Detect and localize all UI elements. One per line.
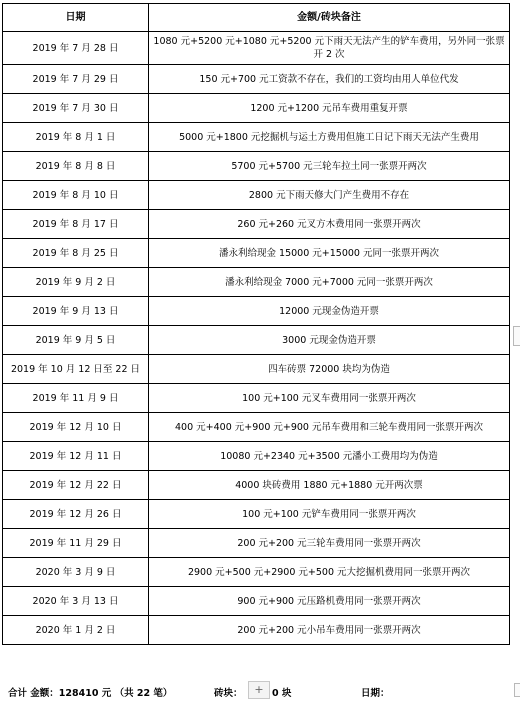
row-note: 150 元+700 元工资款不存在，我们的工资均由用人单位代发 bbox=[149, 65, 510, 94]
table-row bbox=[3, 500, 510, 529]
row-note: 100 元+100 元叉车费用同一张票开两次 bbox=[149, 384, 510, 413]
date-label: 日期： bbox=[361, 688, 390, 699]
row-note: 1200 元+1200 元吊车费用重复开票 bbox=[149, 94, 510, 123]
row-date: 2020 年 3 月 13 日 bbox=[3, 587, 149, 616]
row-date: 2019 年 12 月 10 日 bbox=[3, 413, 149, 442]
table-row bbox=[3, 558, 510, 587]
row-note: 潘永利给现金 7000 元+7000 元同一张票开两次 bbox=[149, 268, 510, 297]
row-note: 5700 元+5700 元三轮车拉土同一张票开两次 bbox=[149, 152, 510, 181]
table-row bbox=[3, 587, 510, 616]
table-row bbox=[3, 442, 510, 471]
total-summary: 合计 金额：128410 元 （共 22 笔） bbox=[8, 688, 173, 699]
row-date: 2019 年 7 月 29 日 bbox=[3, 65, 149, 94]
row-date: 2019 年 7 月 30 日 bbox=[3, 94, 149, 123]
row-note: 5000 元+1800 元挖掘机与运土方费用但施工日记下雨天无法产生费用 bbox=[149, 123, 510, 152]
table-row bbox=[3, 355, 510, 384]
row-note: 260 元+260 元叉方木费用同一张票开两次 bbox=[149, 210, 510, 239]
row-date: 2019 年 9 月 13 日 bbox=[3, 297, 149, 326]
row-note: 100 元+100 元铲车费用同一张票开两次 bbox=[149, 500, 510, 529]
row-date: 2019 年 12 月 11 日 bbox=[3, 442, 149, 471]
table-row bbox=[3, 413, 510, 442]
table-row bbox=[3, 268, 510, 297]
row-note: 四车砖票 72000 块均为伪造 bbox=[149, 355, 510, 384]
resize-handle[interactable] bbox=[513, 326, 520, 346]
row-note: 12000 元现金伪造开票 bbox=[149, 297, 510, 326]
row-date: 2019 年 9 月 5 日 bbox=[3, 326, 149, 355]
table-row bbox=[3, 32, 510, 65]
row-date: 2019 年 8 月 25 日 bbox=[3, 239, 149, 268]
row-date: 2019 年 8 月 1 日 bbox=[3, 123, 149, 152]
table-row bbox=[3, 123, 510, 152]
table-row bbox=[3, 65, 510, 94]
table-row bbox=[3, 326, 510, 355]
row-date: 2020 年 1 月 2 日 bbox=[3, 616, 149, 645]
table-row bbox=[3, 181, 510, 210]
table-row bbox=[3, 384, 510, 413]
row-note: 潘永利给现金 15000 元+15000 元同一张票开两次 bbox=[149, 239, 510, 268]
discrepancy-table bbox=[2, 3, 510, 645]
row-note: 1080 元+5200 元+1080 元+5200 元下雨天无法产生的铲车费用，另外同一张票开 2 次 bbox=[149, 32, 510, 65]
table-header-row bbox=[3, 4, 510, 32]
row-date: 2019 年 8 月 8 日 bbox=[3, 152, 149, 181]
row-date: 2019 年 12 月 26 日 bbox=[3, 500, 149, 529]
row-note: 900 元+900 元压路机费用同一张票开两次 bbox=[149, 587, 510, 616]
row-note: 4000 块砖费用 1880 元+1880 元开两次票 bbox=[149, 471, 510, 500]
table-row bbox=[3, 471, 510, 500]
table-row bbox=[3, 529, 510, 558]
row-date: 2019 年 11 月 29 日 bbox=[3, 529, 149, 558]
row-date: 2020 年 3 月 9 日 bbox=[3, 558, 149, 587]
row-date: 2019 年 7 月 28 日 bbox=[3, 32, 149, 65]
table-row bbox=[3, 152, 510, 181]
row-note: 200 元+200 元小吊车费用同一张票开两次 bbox=[149, 616, 510, 645]
table-row bbox=[3, 239, 510, 268]
header-date: 日期 bbox=[3, 4, 149, 32]
row-date: 2019 年 11 月 9 日 bbox=[3, 384, 149, 413]
row-note: 2800 元下雨天修大门产生费用不存在 bbox=[149, 181, 510, 210]
add-stepper-button[interactable]: + bbox=[248, 681, 270, 699]
table-row bbox=[3, 94, 510, 123]
row-note: 3000 元现金伪造开票 bbox=[149, 326, 510, 355]
bricks-label: 砖块： bbox=[214, 688, 243, 699]
row-date: 2019 年 12 月 22 日 bbox=[3, 471, 149, 500]
header-note: 金额/砖块备注 bbox=[149, 4, 510, 32]
row-note: 200 元+200 元三轮车费用同一张票开两次 bbox=[149, 529, 510, 558]
row-note: 10080 元+2340 元+3500 元潘小工费用均为伪造 bbox=[149, 442, 510, 471]
table-row bbox=[3, 210, 510, 239]
row-date: 2019 年 8 月 10 日 bbox=[3, 181, 149, 210]
table-row bbox=[3, 616, 510, 645]
row-date: 2019 年 9 月 2 日 bbox=[3, 268, 149, 297]
bricks-value: 0 块 bbox=[272, 688, 292, 699]
table-row bbox=[3, 297, 510, 326]
row-date: 2019 年 10 月 12 日至 22 日 bbox=[3, 355, 149, 384]
row-note: 400 元+400 元+900 元+900 元吊车费用和三轮车费用同一张票开两次 bbox=[149, 413, 510, 442]
row-date: 2019 年 8 月 17 日 bbox=[3, 210, 149, 239]
row-note: 2900 元+500 元+2900 元+500 元大挖掘机费用同一张票开两次 bbox=[149, 558, 510, 587]
corner-handle[interactable] bbox=[514, 683, 520, 697]
